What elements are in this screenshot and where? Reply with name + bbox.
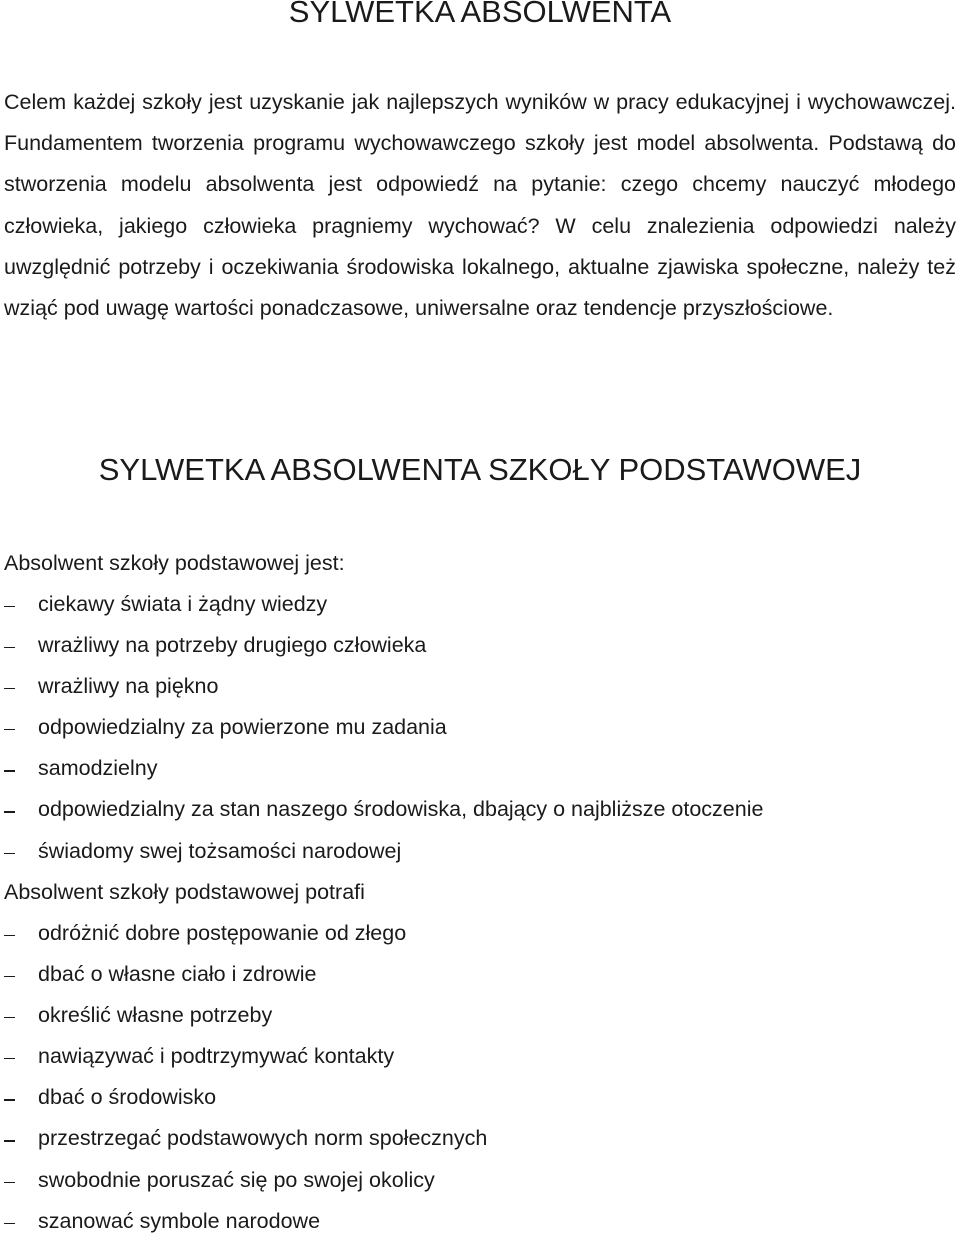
list-item — [4, 748, 956, 789]
dash-bullet-icon — [4, 1223, 15, 1224]
section-absolwent-jest — [4, 543, 956, 872]
list-item — [4, 707, 956, 748]
dash-bullet-icon — [4, 647, 15, 648]
list-item-text: wrażliwy na piękno — [38, 674, 219, 699]
dash-bullet-icon — [4, 853, 15, 854]
list-item-text: odpowiedzialny za stan naszego środowiska, dbający o najbliższe otoczenie — [38, 797, 764, 822]
list-item — [4, 1201, 956, 1242]
list-item — [4, 1036, 956, 1077]
list-item-text: szanować symbole narodowe — [38, 1208, 321, 1233]
list-item — [4, 1077, 956, 1118]
section-absolwent-potrafi — [4, 872, 956, 1242]
list-item — [4, 1118, 956, 1159]
dash-list — [4, 584, 956, 872]
intro-paragraph: Celem każdej szkoły jest uzyskanie jak najlepszych wyników w pracy edukacyjnej i wychowawczej. Fundamentem tworzenia programu wychowawczego szkoły jest model absolwenta. Podstawą do stworzenia modelu absolwenta jest odpowiedź na pytanie: czego chcemy nauczyć młodego człowieka, jakiego człowieka pragniemy wychować? W celu znalezienia odpowiedzi należy uwzględnić potrzeby i oczekiwania środowiska lokalnego, aktualne zjawiska społeczne, należy też wziąć pod uwagę wartości ponadczasowe, uniwersalne oraz tendencje przyszłościowe. — [4, 90, 956, 321]
section-label: Absolwent szkoły podstawowej jest: — [4, 551, 345, 575]
dash-bullet-icon — [4, 1140, 15, 1141]
list-item — [4, 584, 956, 625]
list-item-text: świadomy swej tożsamości narodowej — [38, 838, 402, 863]
page-title: SYLWETKA ABSOLWENTA — [288, 0, 672, 29]
dash-bullet-icon — [4, 606, 15, 607]
list-item-text: wrażliwy na potrzeby drugiego człowieka — [38, 633, 427, 658]
list-item-text: przestrzegać podstawowych norm społecznych — [38, 1126, 488, 1151]
dash-bullet-icon — [4, 729, 15, 730]
list-item — [4, 831, 956, 872]
dash-bullet-icon — [4, 811, 15, 812]
list-item — [4, 666, 956, 707]
list-item — [4, 913, 956, 954]
list-item — [4, 954, 956, 995]
list-item-text: swobodnie poruszać się po swojej okolicy — [38, 1167, 435, 1192]
dash-bullet-icon — [4, 935, 15, 936]
list-item-text: nawiązywać i podtrzymywać kontakty — [38, 1044, 395, 1069]
list-item-text: samodzielny — [38, 756, 158, 781]
list-item — [4, 625, 956, 666]
section-label: Absolwent szkoły podstawowej potrafi — [4, 880, 365, 904]
dash-bullet-icon — [4, 770, 15, 771]
dash-bullet-icon — [4, 1182, 15, 1183]
dash-list — [4, 913, 956, 1242]
dash-bullet-icon — [4, 1058, 15, 1059]
dash-bullet-icon — [4, 1017, 15, 1018]
list-item — [4, 995, 956, 1036]
dash-bullet-icon — [4, 976, 15, 977]
list-item-text: odpowiedzialny za powierzone mu zadania — [38, 715, 447, 740]
dash-bullet-icon — [4, 1099, 15, 1100]
list-item-text: określić własne potrzeby — [38, 1003, 273, 1028]
list-item-text: dbać o środowisko — [38, 1085, 217, 1110]
list-item — [4, 789, 956, 830]
list-item — [4, 1160, 956, 1201]
list-item-text: odróżnić dobre postępowanie od złego — [38, 921, 407, 945]
section-title: SYLWETKA ABSOLWENTA SZKOŁY PODSTAWOWEJ — [98, 452, 862, 487]
list-item-text: dbać o własne ciało i zdrowie — [38, 962, 317, 987]
dash-bullet-icon — [4, 688, 15, 689]
list-item-text: ciekawy świata i żądny wiedzy — [38, 592, 328, 616]
